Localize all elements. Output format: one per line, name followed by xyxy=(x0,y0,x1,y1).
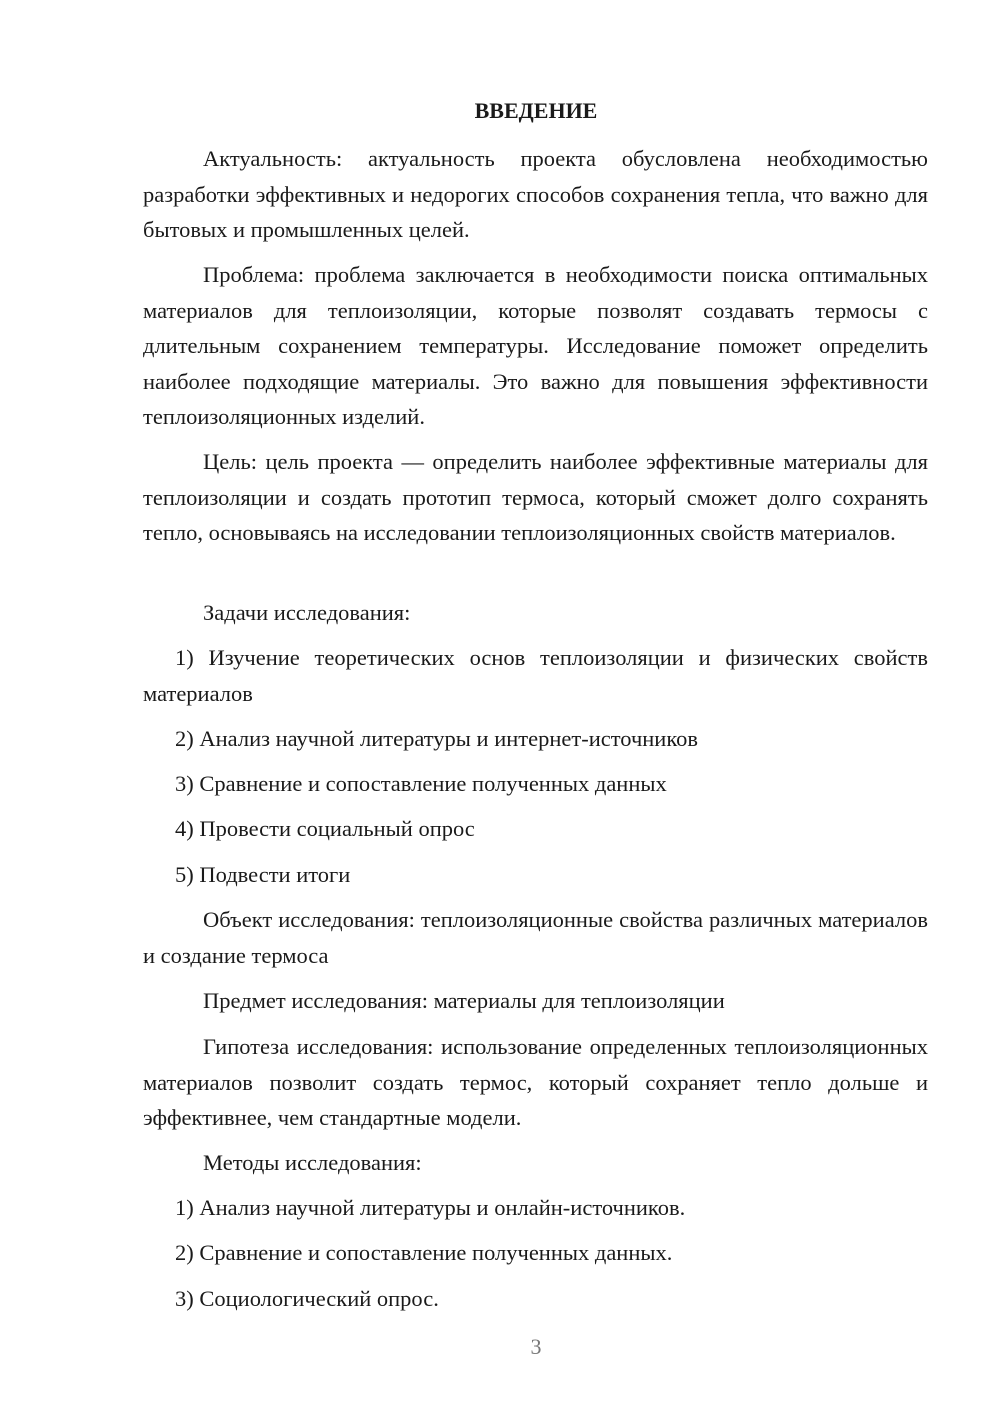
task-item-1 xyxy=(143,640,928,711)
hypothesis-text: Гипотеза исследования: использование определенных теплоизоляционных материалов позволит создать термос, который сохраняет тепло дольше и эффективнее, чем стандартные модели. xyxy=(143,1034,928,1130)
page-title: ВВЕДЕНИЕ xyxy=(474,98,598,123)
hypothesis-paragraph xyxy=(143,1029,928,1136)
method-item-3: 3) Социологический опрос. xyxy=(175,1286,439,1311)
subject-paragraph: Предмет исследования: материалы для теплоизоляции xyxy=(203,988,725,1013)
methods-heading: Методы исследования: xyxy=(203,1150,422,1175)
problem-text: Проблема: проблема заключается в необходимости поиска оптимальных материалов для теплоизоляции, которые позволят создавать термосы с длительным сохранением температуры. Исследование поможет определить наиболее подходящие материалы. Это важно для повышения эффективности теплоизоляционных изделий. xyxy=(143,262,928,429)
task-item-2: 2) Анализ научной литературы и интернет-источников xyxy=(175,726,699,751)
page-number: 3 xyxy=(530,1334,542,1359)
goal-paragraph xyxy=(143,444,928,551)
task-item-4: 4) Провести социальный опрос xyxy=(175,816,475,841)
object-text: Объект исследования: теплоизоляционные свойства различных материалов и создание термоса xyxy=(143,907,928,968)
problem-paragraph xyxy=(143,257,928,435)
object-paragraph xyxy=(143,902,928,973)
tasks-heading: Задачи исследования: xyxy=(203,600,411,625)
goal-text: Цель: цель проекта — определить наиболее эффективные материалы для теплоизоляции и создать прототип термоса, который сможет долго сохранять тепло, основываясь на исследовании теплоизоляционных свойств материалов. xyxy=(143,449,928,545)
method-item-1: 1) Анализ научной литературы и онлайн-источников. xyxy=(175,1195,686,1220)
relevance-text: Актуальность: актуальность проекта обусловлена необходимостью разработки эффективных и недорогих способов сохранения тепла, что важно для бытовых и промышленных целей. xyxy=(143,146,928,242)
task-item-5: 5) Подвести итоги xyxy=(175,862,351,887)
method-item-2: 2) Сравнение и сопоставление полученных данных. xyxy=(175,1240,673,1265)
task-item-3: 3) Сравнение и сопоставление полученных данных xyxy=(175,771,667,796)
task-item-text: 1) Изучение теоретических основ теплоизоляции и физических свойств материалов xyxy=(143,645,928,706)
relevance-paragraph xyxy=(143,141,928,248)
